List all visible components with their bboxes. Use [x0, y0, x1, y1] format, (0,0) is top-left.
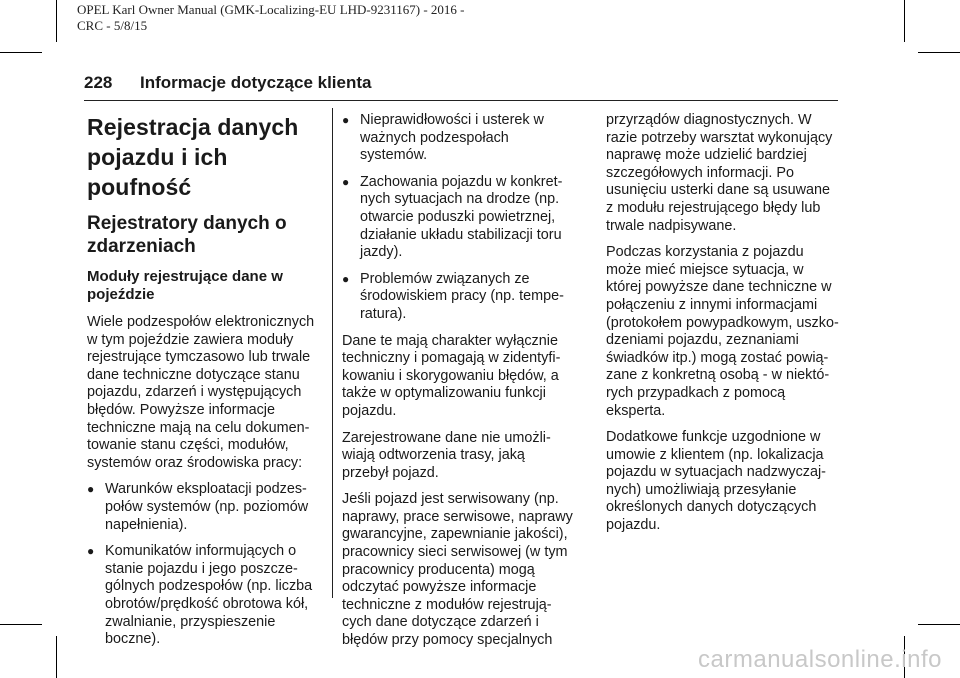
column-divider: [332, 108, 333, 598]
paragraph: Wiele podzespołów elektronicznych w tym pojeździe zawiera moduły rejestrujące tymczasowo lub trwale dane techniczne dotyczące stanu pojazdu, zdarzeń i występujących błędów. Powyższe informacje techniczne mają na celu dokumen- towanie stanu części, modułów, systemów oraz środowiska pracy:: [87, 314, 315, 471]
list-item: ● Problemów związanych ze środowiskiem pracy (np. tempe- ratura).: [342, 270, 564, 322]
crop-mark: [918, 624, 960, 625]
chapter-title: Rejestracja danych pojazdu i ich poufność: [87, 114, 299, 200]
crop-mark: [918, 52, 960, 53]
subsection-heading: Moduły rejestrujące dane w pojeździe: [87, 268, 283, 303]
paragraph: Jeśli pojazd jest serwisowany (np. naprawy, prace serwisowe, naprawy gwarancyjne, zapewnianie jakości), pracownicy sieci serwisowej (w tym pracownicy producenta) mogą odczytać powyższe informacje techniczne z modułów rejestrują- cych dane dotyczące zdarzeń i błędów przy pomocy specjalnych: [342, 491, 573, 649]
section-heading: Rejestratory danych o zdarzeniach: [87, 213, 287, 257]
section-title: Informacje dotyczące klienta: [140, 73, 372, 92]
list-item: ● Warunków eksploatacji podzes- połów systemów (np. poziomów napełnienia).: [87, 481, 309, 533]
bullet-icon: ●: [342, 271, 350, 286]
paragraph: przyrządów diagnostycznych. W razie potrzeby warsztat wykonujący naprawę może udzielić bardziej szczegółowych informacji. Po usunięciu usterki dane są usuwane z modułu rejestrującego błędy lub trwale nadpisywane.: [606, 112, 833, 234]
paragraph: Dane te mają charakter wyłącznie techniczny i pomagają w zidentyfi- kowaniu i skorygowaniu błędów, a także w optymalizowaniu funkcji pojazdu.: [342, 332, 561, 419]
list-item: ● Nieprawidłowości i usterek w ważnych podzespołach systemów.: [342, 112, 544, 164]
column-3: [606, 112, 846, 544]
column-2: [342, 112, 584, 659]
bullet-icon: ●: [342, 174, 350, 189]
list-item: ● Zachowania pojazdu w konkret- nych sytuacjach na drodze (np. otwarcie poduszki powietrznej, działanie układu stabilizacji toru jazdy).: [342, 173, 563, 261]
paragraph: Zarejestrowane dane nie umożli- wiają odtworzenia trasy, jaką przebył pojazd.: [342, 429, 551, 481]
watermark: carmanualsonline.info: [698, 646, 942, 673]
page-header: [84, 73, 371, 93]
bullet-icon: ●: [342, 113, 350, 127]
crop-mark: [0, 52, 42, 53]
paragraph: Podczas korzystania z pojazdu może mieć miejsce sytuacja, w której powyższe dane techniczne w połączeniu z innymi informacjami (protokołem powypadkowym, uszko- dzeniami pojazdu, zeznaniami świadków itp.) mogą zostać powią- zane z konkretną osobą - w niektó- rych przypadkach z pomocą eksperta.: [606, 244, 839, 419]
list-item: ● Komunikatów informujących o stanie pojazdu i jego poszcze- gólnych podzespołów (np. liczba obrotów/prędkość obrotowa kół, zwalnianie, przyspieszenie boczne).: [87, 543, 313, 648]
bullet-icon: ●: [87, 544, 95, 559]
header-rule: [84, 100, 838, 101]
document-header: OPEL Karl Owner Manual (GMK-Localizing-EU LHD-9231167) - 2016 - CRC - 5/8/15: [77, 2, 465, 33]
crop-mark: [0, 624, 42, 625]
column-1: [87, 112, 325, 658]
crop-mark: [904, 0, 905, 42]
crop-mark: [56, 0, 57, 42]
crop-mark: [56, 636, 57, 678]
bullet-list: [87, 481, 325, 648]
page-number: 228: [84, 73, 113, 92]
bullet-icon: ●: [87, 482, 95, 497]
paragraph: Dodatkowe funkcje uzgodnione w umowie z klientem (np. lokalizacja pojazdu w sytuacjach nadzwyczaj- nych) umożliwiają przesyłanie określonych danych dotyczących pojazdu.: [606, 429, 826, 534]
bullet-list: [342, 112, 584, 324]
